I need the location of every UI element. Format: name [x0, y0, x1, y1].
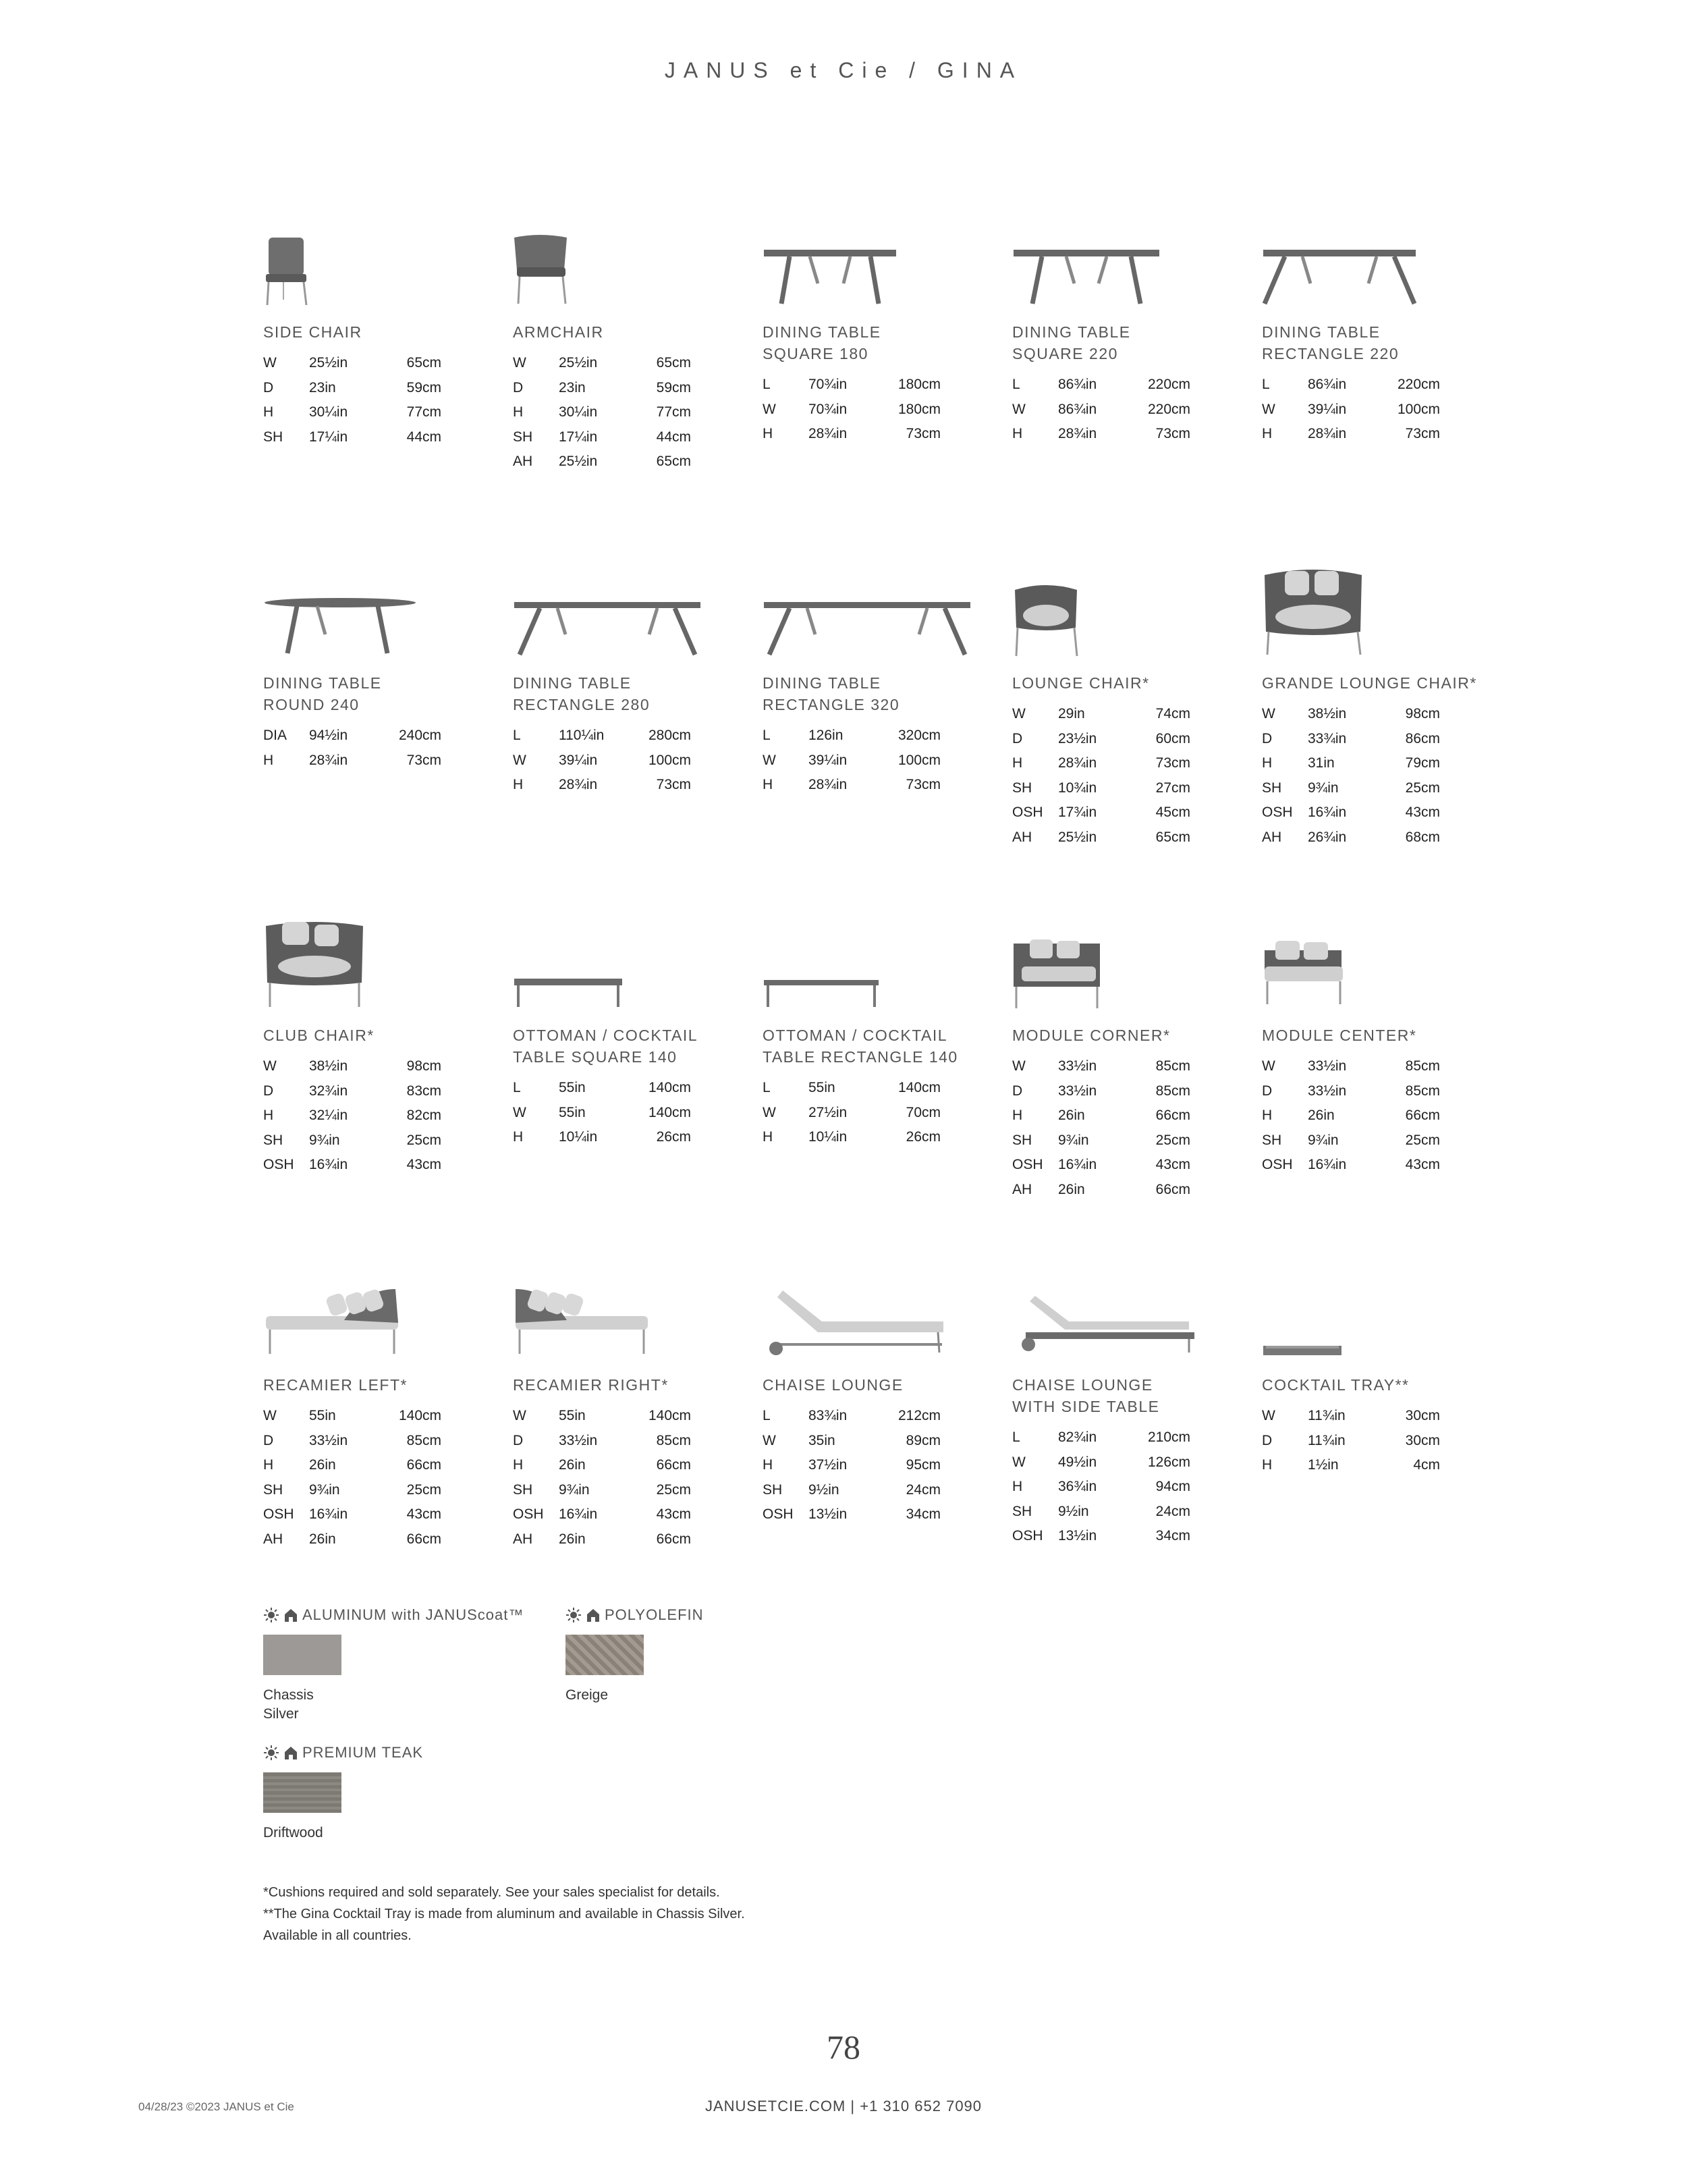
spec-row: D 33¾in 86cm: [1262, 730, 1440, 746]
spec-row: H 28¾in 73cm: [513, 777, 691, 793]
product-dining-table-rectangle-280: [513, 580, 756, 918]
spec-row: H 28¾in 73cm: [263, 752, 441, 768]
material-premium-teak: [263, 1744, 423, 1842]
specs-table: [513, 724, 691, 798]
product-name: DINING TABLE RECTANGLE 320: [763, 674, 900, 713]
home-icon: [586, 1608, 601, 1622]
spec-row: H 37½in 95cm: [763, 1457, 941, 1473]
footer-contact: JANUSETCIE.COM | +1 310 652 7090: [704, 2098, 983, 2114]
specs-table: [763, 1404, 941, 1527]
specs-table: [263, 1404, 441, 1552]
spec-row: H 26in 66cm: [1262, 1108, 1440, 1124]
spec-row: OSH 16¾in 43cm: [263, 1157, 441, 1173]
material-title: PREMIUM TEAK: [263, 1744, 423, 1762]
spec-row: D 32¾in 83cm: [263, 1083, 441, 1099]
club-chair-image: [263, 912, 486, 1020]
product-name: GRANDE LOUNGE CHAIR*: [1262, 674, 1477, 692]
product-side-chair: [263, 229, 506, 567]
spec-row: D 33½in 85cm: [513, 1432, 691, 1448]
spec-row: AH 26¾in 68cm: [1262, 829, 1440, 845]
specs-table: [263, 351, 441, 449]
spec-row: H 31in 79cm: [1262, 755, 1440, 771]
spec-row: H 10¼in 26cm: [763, 1129, 941, 1145]
specs-table: [1012, 1054, 1190, 1202]
spec-row: SH 9¾in 25cm: [513, 1481, 691, 1498]
product-name: SIDE CHAIR: [263, 323, 362, 341]
swatch-label: Chassis Silver: [263, 1687, 314, 1722]
spec-row: D 23in 59cm: [513, 379, 691, 395]
spec-row: H 28¾in 73cm: [1262, 426, 1440, 442]
spec-row: OSH 16¾in 43cm: [1262, 804, 1440, 821]
product-name: COCKTAIL TRAY**: [1262, 1376, 1410, 1394]
product-cocktail-tray: [1262, 1282, 1505, 1620]
spec-row: OSH 13½in 34cm: [763, 1506, 941, 1523]
spec-row: W 29in 74cm: [1012, 706, 1190, 722]
specs-table: [1012, 702, 1190, 850]
sun-icon: [565, 1607, 582, 1623]
spec-row: DIA 94½in 240cm: [263, 728, 441, 744]
spec-row: W 38½in 98cm: [1262, 706, 1440, 722]
footnote: **The Gina Cocktail Tray is made from aluminum and available in Chassis Silver.: [263, 1907, 745, 1921]
product-dining-table-round-240: [263, 580, 506, 918]
spec-row: W 55in 140cm: [263, 1408, 441, 1424]
swatch-driftwood: [263, 1772, 341, 1813]
product-name: DINING TABLE RECTANGLE 280: [513, 674, 651, 713]
spec-row: H 28¾in 73cm: [1012, 755, 1190, 771]
home-icon: [283, 1745, 298, 1760]
spec-row: OSH 16¾in 43cm: [513, 1506, 691, 1523]
spec-row: W 49½in 126cm: [1012, 1454, 1190, 1470]
specs-table: [1262, 702, 1440, 850]
spec-row: L 110¼in 280cm: [513, 728, 691, 744]
product-name: CHAISE LOUNGE WITH SIDE TABLE: [1012, 1376, 1160, 1415]
specs-table: [1012, 1425, 1190, 1549]
product-row-3: [263, 933, 1464, 1284]
spec-row: AH 25½in 65cm: [1012, 829, 1190, 845]
specs-table: [1262, 373, 1440, 447]
spec-row: SH 17¼in 44cm: [513, 429, 691, 445]
sun-icon: [263, 1745, 279, 1761]
material-title: ALUMINUM with JANUScoat™: [263, 1606, 524, 1624]
product-dining-table-rectangle-220: [1262, 229, 1505, 567]
spec-row: W 39¼in 100cm: [1262, 401, 1440, 417]
spec-row: D 33½in 85cm: [1262, 1083, 1440, 1099]
spec-row: D 33½in 85cm: [263, 1432, 441, 1448]
spec-row: H 28¾in 73cm: [763, 777, 941, 793]
spec-row: SH 9½in 24cm: [763, 1481, 941, 1498]
product-armchair: [513, 229, 756, 567]
spec-row: H 30¼in 77cm: [263, 404, 441, 420]
spec-row: D 23in 59cm: [263, 379, 441, 395]
swatch-greige: [565, 1635, 644, 1675]
spec-row: OSH 16¾in 43cm: [1262, 1157, 1440, 1173]
spec-row: H 10¼in 26cm: [513, 1129, 691, 1145]
grande-lounge-chair-image: [1262, 560, 1485, 668]
material-polyolefin: [565, 1606, 704, 1705]
spec-row: L 55in 140cm: [513, 1080, 691, 1096]
product-name: DINING TABLE RECTANGLE 220: [1262, 323, 1400, 362]
spec-row: L 86¾in 220cm: [1262, 377, 1440, 393]
footer-date-copyright: 04/28/23 ©2023 JANUS et Cie: [138, 2100, 294, 2113]
product-name: CLUB CHAIR*: [263, 1027, 375, 1044]
product-name: DINING TABLE ROUND 240: [263, 674, 382, 713]
sun-icon: [263, 1607, 279, 1623]
spec-row: L 82¾in 210cm: [1012, 1429, 1190, 1446]
product-name: DINING TABLE SQUARE 220: [1012, 323, 1131, 362]
spec-row: SH 9¾in 25cm: [1262, 780, 1440, 796]
specs-table: [513, 351, 691, 474]
spec-row: L 70¾in 180cm: [763, 377, 941, 393]
material-aluminum: [263, 1606, 524, 1724]
spec-row: OSH 16¾in 43cm: [263, 1506, 441, 1523]
product-name: LOUNGE CHAIR*: [1012, 674, 1150, 692]
spec-row: H 28¾in 73cm: [763, 426, 941, 442]
spec-row: D 11¾in 30cm: [1262, 1432, 1440, 1448]
spec-row: H 32¼in 82cm: [263, 1108, 441, 1124]
swatch-chassis-silver: [263, 1635, 341, 1675]
specs-table: [513, 1404, 691, 1552]
spec-row: W 11¾in 30cm: [1262, 1408, 1440, 1424]
specs-table: [763, 724, 941, 798]
product-name: ARMCHAIR: [513, 323, 604, 341]
spec-row: H 26in 66cm: [1012, 1108, 1190, 1124]
spec-row: H 30¼in 77cm: [513, 404, 691, 420]
spec-row: AH 26in 66cm: [513, 1531, 691, 1547]
home-icon: [283, 1608, 298, 1622]
product-chaise-lounge-side-table: [1012, 1282, 1255, 1620]
product-name: RECAMIER RIGHT*: [513, 1376, 669, 1394]
specs-table: [763, 1076, 941, 1150]
product-name: OTTOMAN / COCKTAIL TABLE RECTANGLE 140: [763, 1027, 958, 1066]
footnote: *Cushions required and sold separately. See your sales specialist for details.: [263, 1885, 720, 1900]
spec-row: W 55in 140cm: [513, 1408, 691, 1424]
materials-section: [263, 1606, 1208, 1876]
product-name: RECAMIER LEFT*: [263, 1376, 408, 1394]
product-row-4: [263, 1282, 1464, 1633]
specs-table: [763, 373, 941, 447]
product-ottoman-rectangle-140: [763, 933, 1005, 1270]
spec-row: D 23½in 60cm: [1012, 730, 1190, 746]
specs-table: [1012, 373, 1190, 447]
spec-row: SH 9¾in 25cm: [263, 1132, 441, 1148]
spec-row: SH 9¾in 25cm: [1262, 1132, 1440, 1148]
product-club-chair: [263, 933, 506, 1270]
spec-row: W 55in 140cm: [513, 1104, 691, 1120]
product-grande-lounge-chair: [1262, 580, 1505, 918]
product-name: CHAISE LOUNGE: [763, 1376, 904, 1394]
page-header: JANUS et Cie / GINA: [664, 58, 1023, 82]
spec-row: W 25½in 65cm: [513, 355, 691, 371]
specs-table: [1262, 1054, 1440, 1178]
spec-row: L 55in 140cm: [763, 1080, 941, 1096]
spec-row: W 25½in 65cm: [263, 355, 441, 371]
product-name: DINING TABLE SQUARE 180: [763, 323, 881, 362]
spec-row: H 26in 66cm: [513, 1457, 691, 1473]
product-dining-table-square-220: [1012, 229, 1255, 567]
product-chaise-lounge: [763, 1282, 1005, 1620]
page-number: 78: [827, 2028, 860, 2066]
footnote: Available in all countries.: [263, 1928, 412, 1943]
spec-row: SH 9½in 24cm: [1012, 1503, 1190, 1519]
material-title: POLYOLEFIN: [565, 1606, 704, 1624]
product-recamier-right: [513, 1282, 756, 1620]
spec-row: W 70¾in 180cm: [763, 401, 941, 417]
product-dining-table-square-180: [763, 229, 1005, 567]
spec-row: SH 10¾in 27cm: [1012, 780, 1190, 796]
product-name: MODULE CENTER*: [1262, 1027, 1417, 1044]
spec-row: W 27½in 70cm: [763, 1104, 941, 1120]
product-lounge-chair: [1012, 580, 1255, 918]
spec-row: SH 9¾in 25cm: [263, 1481, 441, 1498]
product-name: OTTOMAN / COCKTAIL TABLE SQUARE 140: [513, 1027, 698, 1066]
spec-row: OSH 17¾in 45cm: [1012, 804, 1190, 821]
spec-row: W 86¾in 220cm: [1012, 401, 1190, 417]
spec-row: SH 17¼in 44cm: [263, 429, 441, 445]
spec-row: W 35in 89cm: [763, 1432, 941, 1448]
product-ottoman-square-140: [513, 933, 756, 1270]
spec-row: H 28¾in 73cm: [1012, 426, 1190, 442]
spec-row: H 26in 66cm: [263, 1457, 441, 1473]
specs-table: [513, 1076, 691, 1150]
spec-row: H 1½in 4cm: [1262, 1457, 1440, 1473]
spec-row: AH 25½in 65cm: [513, 454, 691, 470]
specs-table: [1262, 1404, 1440, 1478]
spec-row: W 33½in 85cm: [1012, 1058, 1190, 1074]
spec-row: L 86¾in 220cm: [1012, 377, 1190, 393]
spec-row: D 33½in 85cm: [1012, 1083, 1190, 1099]
spec-row: AH 26in 66cm: [1012, 1181, 1190, 1197]
swatch-label: Greige: [565, 1687, 609, 1703]
spec-row: W 33½in 85cm: [1262, 1058, 1440, 1074]
spec-row: OSH 16¾in 43cm: [1012, 1157, 1190, 1173]
specs-table: [263, 1054, 441, 1178]
spec-row: SH 9¾in 25cm: [1012, 1132, 1190, 1148]
specs-table: [263, 724, 441, 773]
spec-row: H 36¾in 94cm: [1012, 1479, 1190, 1495]
product-dining-table-rectangle-320: [763, 580, 1005, 918]
spec-row: W 39¼in 100cm: [513, 752, 691, 768]
spec-row: AH 26in 66cm: [263, 1531, 441, 1547]
product-row-1: [263, 229, 1464, 580]
spec-row: W 38½in 98cm: [263, 1058, 441, 1074]
spec-row: L 83¾in 212cm: [763, 1408, 941, 1424]
spec-row: L 126in 320cm: [763, 728, 941, 744]
product-name: MODULE CORNER*: [1012, 1027, 1171, 1044]
spec-row: OSH 13½in 34cm: [1012, 1528, 1190, 1544]
product-recamier-left: [263, 1282, 506, 1620]
swatch-label: Driftwood: [263, 1825, 323, 1840]
product-module-corner: [1012, 933, 1255, 1270]
footnotes: [263, 1882, 745, 1946]
product-module-center: [1262, 933, 1505, 1270]
spec-row: W 39¼in 100cm: [763, 752, 941, 768]
product-row-2: [263, 580, 1477, 931]
